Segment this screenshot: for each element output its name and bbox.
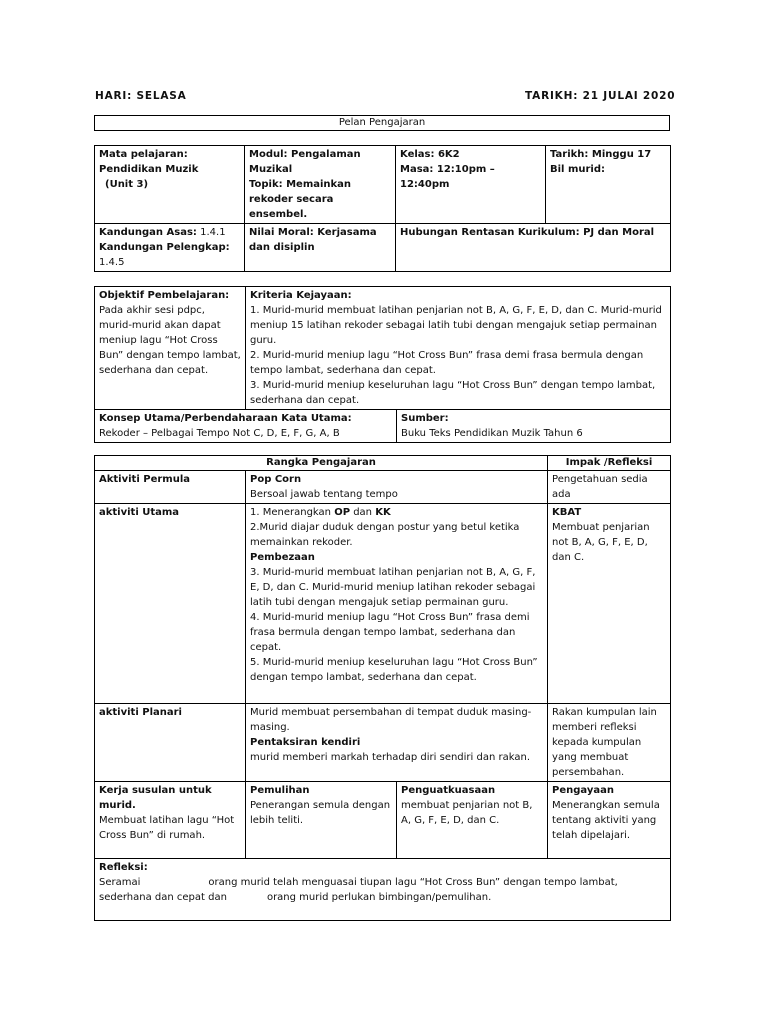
reflection-label: Refleksi: [99,862,148,873]
main-item-1-text: 1. Menerangkan [250,507,335,518]
main-item-2: 2.Murid diajar duduk dengan postur yang betul ketika memainkan rekoder. [250,522,520,548]
closing-activity-cell [246,704,548,782]
starter-impact: Pengetahuan sedia ada [548,471,671,504]
main-item-3: 3. Murid-murid membuat latihan penjarian not B, A, G, F, E, D, dan C. Murid-murid meniup latihan rekoder sebagai latih tubi dengan mengajuk setiap permainan guru. [250,567,536,608]
main-item-5: 5. Murid-murid meniup keseluruhan lagu “Hot Cross Bun” dengan tempo lambat, sederhana dan cepat. [250,657,538,683]
supplementary-content-label: Kandungan Pelengkap: [99,242,230,253]
closing-text-1: Murid membuat persembahan di tempat duduk masing-masing. [250,707,532,733]
key-concept-text: Rekoder – Pelbagai Tempo Not C, D, E, F, G, A, B [99,428,340,439]
enrichment-cell [548,782,671,859]
week-cell [546,146,671,224]
key-concept-label: Konsep Utama/Perbendaharaan Kata Utama: [99,413,352,424]
reinforcement-cell [397,782,548,859]
success-criteria-item-3: 3. Murid-murid meniup keseluruhan lagu “Hot Cross Bun” dengan tempo lambat, sederhana dan cepat. [250,380,656,406]
objective-label: Objektif Pembelajaran: [99,290,230,301]
reflection-count-label: Seramai [99,877,141,888]
time-value: Masa: 12:10pm – 12:40pm [400,164,495,190]
reinforcement-text: membuat penjarian not B, A, G, F, E, D, dan C. [401,800,533,826]
impact-header: Impak /Refleksi [548,456,671,471]
closing-activity-label: aktiviti Planari [95,704,246,782]
reflection-cell [95,859,671,921]
reinforcement-label: Penguatkuasaan [401,785,496,796]
differentiation-label: Pembezaan [250,552,315,563]
reflection-remedial-text: orang murid perlukan bimbingan/pemulihan. [266,892,492,903]
week-value: Tarikh: Minggu 17 [550,149,652,160]
success-criteria-item-2: 2. Murid-murid meniup lagu “Hot Cross Bun” frasa demi frasa bermula dengan tempo lambat, sederhana dan cepat. [250,350,644,376]
reflection-line-2 [99,890,666,905]
resource-text: Buku Teks Pendidikan Muzik Tahun 6 [401,428,583,439]
starter-activity-label: Aktiviti Permula [95,471,246,504]
core-content-label: Kandungan Asas: [99,227,197,238]
teaching-outline-table [94,455,671,921]
resource-cell [397,410,671,443]
starter-title: Pop Corn [250,474,302,485]
enrichment-label: Pengayaan [552,785,614,796]
outline-header: Rangka Pengajaran [95,456,548,471]
closing-text-2: murid memberi markah terhadap diri sendiri dan rakan. [250,752,530,763]
success-criteria-item-1: 1. Murid-murid membuat latihan penjarian not B, A, G, F, E, D, dan C. Murid-murid meniup 15 latihan rekoder sebagai latih tubi dengan mengajuk setiap permainan guru. [250,305,662,346]
main-activity-cell [246,504,548,704]
module-cell [245,146,396,224]
reflection-mastery-text: orang murid telah menguasai tiupan lagu “Hot Cross Bun” dengan tempo lambat, [208,877,618,888]
unit-value: (Unit 3) [105,179,149,190]
starter-text: Bersoal jawab tentang tempo [250,489,398,500]
date-label: TARIKH: 21 JULAI 2020 [525,90,676,102]
info-table [94,145,671,272]
main-item-1-conj: dan [350,507,376,518]
success-criteria-label: Kriteria Kejayaan: [250,290,352,301]
remedial-label: Pemulihan [250,785,310,796]
class-cell [396,146,546,224]
hots-text: Membuat penjarian not B, A, G, F, E, D, dan C. [552,522,650,563]
self-assessment-label: Pentaksiran kendiri [250,737,361,748]
student-count-label: Bil murid: [550,164,606,175]
objective-cell [95,287,246,410]
core-content-value: 1.4.1 [200,227,226,238]
main-item-1 [250,505,543,520]
moral-value-cell: Nilai Moral: Kerjasama dan disiplin [245,224,396,272]
reflection-speed-text: sederhana dan cepat dan [99,892,227,903]
follow-up-text: Membuat latihan lagu “Hot Cross Bun” di rumah. [99,815,235,841]
resource-label: Sumber: [401,413,449,424]
key-concept-cell [95,410,397,443]
subject-value: Pendidikan Muzik [99,164,199,175]
remedial-cell [246,782,397,859]
enrichment-text: Menerangkan semula tentang aktiviti yang telah dipelajari. [552,800,660,841]
follow-up-label: Kerja susulan untuk murid. [99,785,212,811]
document-title: Pelan Pengajaran [94,115,670,131]
main-impact-cell [548,504,671,704]
closing-impact: Rakan kumpulan lain memberi refleksi kepada kumpulan yang membuat persembahan. [548,704,671,782]
objective-text: Pada akhir sesi pdpc, murid-murid akan dapat meniup lagu “Hot Cross Bun” dengan tempo lambat, sederhana dan cepat. [99,305,241,376]
class-value: Kelas: 6K2 [400,149,460,160]
follow-up-cell [95,782,246,859]
day-label: HARI: SELASA [95,90,187,102]
objectives-table [94,286,671,443]
topic-value: Topik: Memainkan rekoder secara ensembel. [249,179,352,220]
module-value: Modul: Pengalaman Muzikal [249,149,361,175]
subject-label: Mata pelajaran: [99,149,188,160]
reflection-line-1 [99,875,666,890]
cross-curriculum-cell: Hubungan Rentasan Kurikulum: PJ dan Moral [396,224,671,272]
main-item-4: 4. Murid-murid meniup lagu “Hot Cross Bun” frasa demi frasa bermula dengan tempo lambat, sederhana dan cepat. [250,612,530,653]
main-activity-label: aktiviti Utama [95,504,246,704]
content-standard-cell [95,224,245,272]
supplementary-content-value: 1.4.5 [99,257,125,268]
remedial-text: Penerangan semula dengan lebih teliti. [250,800,391,826]
starter-activity-cell [246,471,548,504]
success-criteria-cell [246,287,671,410]
op-term: OP [334,507,351,518]
hots-label: KBAT [552,507,582,518]
subject-cell [95,146,245,224]
kk-term: KK [375,507,391,518]
